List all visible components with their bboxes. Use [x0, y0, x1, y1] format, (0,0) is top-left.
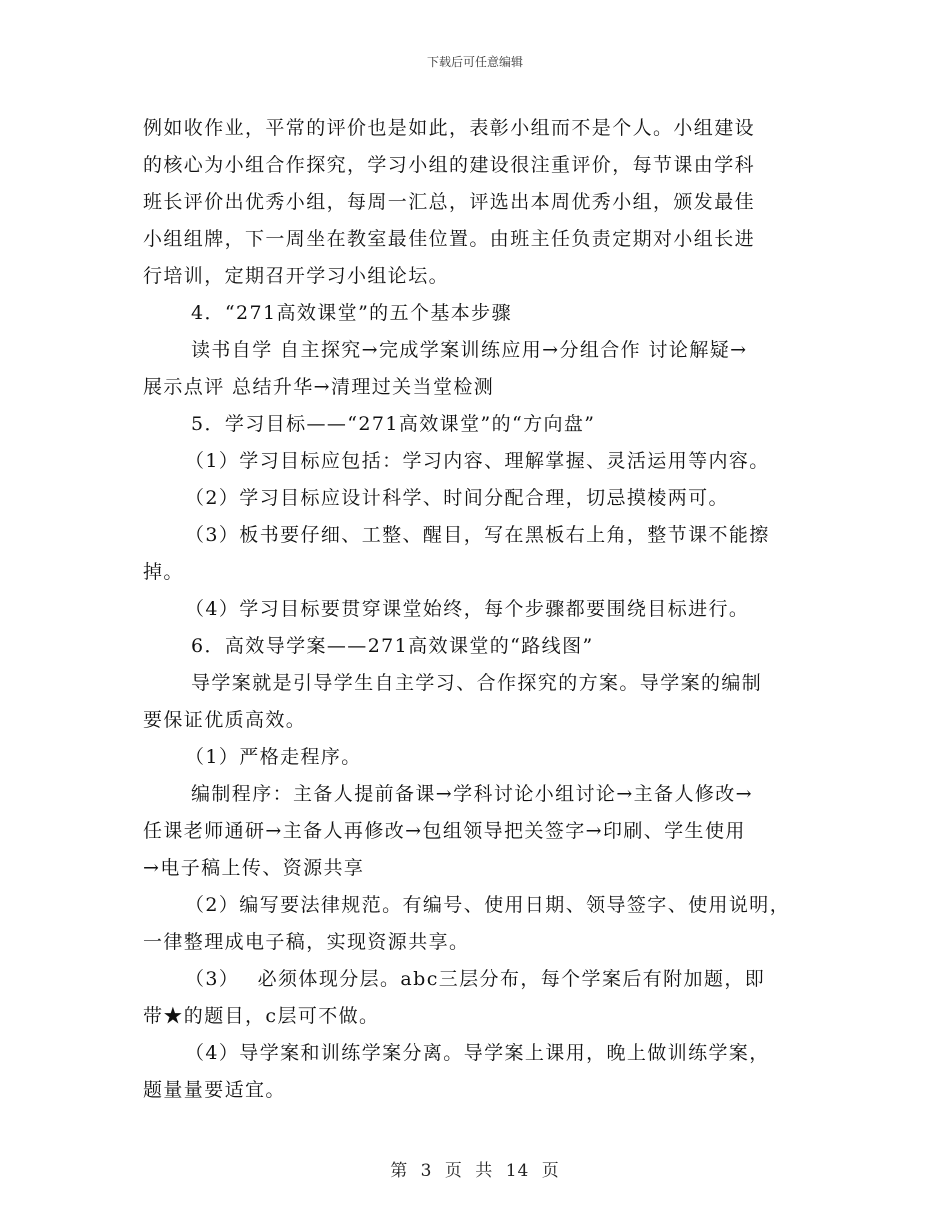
list-item: （2）编写要法律规范。有编号、使用日期、领导签字、使用说明，	[185, 894, 791, 916]
total-page-count: 14	[505, 1161, 530, 1181]
paragraph-line: 例如收作业，平常的评价也是如此，表彰小组而不是个人。小组建设	[143, 117, 756, 139]
list-item: （3）板书要仔细、工整、醒目，写在黑板右上角，整节课不能擦	[185, 524, 770, 546]
list-item: （1）严格走程序。	[185, 746, 362, 768]
paragraph-line: 读书自学 自主探究→完成学案训练应用→分组合作 讨论解疑→	[191, 339, 748, 361]
list-item: （3） 必须体现分层。abc三层分布，每个学案后有附加题，即	[185, 968, 766, 990]
list-item: （4）学习目标要贯穿课堂始终，每个步骤都要围绕目标进行。	[185, 598, 750, 620]
list-item: （2）学习目标应设计科学、时间分配合理，切忌摸棱两可。	[185, 487, 729, 509]
paragraph-line: 任课老师通研→主备人再修改→包组领导把关签字→印刷、学生使用	[143, 820, 746, 842]
footer-prefix: 第	[390, 1161, 409, 1181]
paragraph-line: 小组组牌，下一周坐在教室最佳位置。由班主任负责定期对小组长进	[143, 228, 756, 250]
list-item: （1）学习目标应包括：学习内容、理解掌握、灵活运用等内容。	[185, 450, 770, 472]
paragraph-line: 题量量要适宜。	[143, 1079, 286, 1101]
footer-suffix: 页	[541, 1161, 560, 1181]
paragraph-line: 展示点评 总结升华→清理过关当堂检测	[143, 376, 495, 398]
page-footer	[0, 1156, 950, 1181]
paragraph-line: 导学案就是引导学生自主学习、合作探究的方案。导学案的编制	[191, 672, 763, 694]
paragraph-line: 要保证优质高效。	[143, 709, 307, 731]
list-item: （4）导学案和训练学案分离。导学案上课用，晚上做训练学案，	[185, 1042, 770, 1064]
paragraph-line: 编制程序：主备人提前备课→学科讨论小组讨论→主备人修改→	[191, 783, 753, 805]
document-body	[143, 110, 823, 1109]
paragraph-line: →电子稿上传、资源共享	[143, 857, 365, 879]
section-heading: 5．学习目标——“271高效课堂”的“方向盘”	[191, 413, 596, 435]
paragraph-line: 一律整理成电子稿，实现资源共享。	[143, 931, 470, 953]
section-heading: 6．高效导学案——271高效课堂的“路线图”	[191, 635, 594, 657]
footer-total-word: 共	[475, 1161, 494, 1181]
current-page-number: 3	[420, 1161, 433, 1181]
paragraph-line: 掉。	[143, 561, 184, 583]
paragraph-line: 班长评价出优秀小组，每周一汇总，评选出本周优秀小组，颁发最佳	[143, 191, 756, 213]
footer-page-word: 页	[444, 1161, 463, 1181]
section-heading: 4．“271高效课堂”的五个基本步骤	[191, 302, 512, 324]
paragraph-line: 的核心为小组合作探究，学习小组的建设很注重评价，每节课由学科	[143, 154, 756, 176]
paragraph-line: 带★的题目，c层可不做。	[143, 1005, 380, 1027]
paragraph-line: 行培训，定期召开学习小组论坛。	[143, 265, 450, 287]
page-header: 下载后可任意编辑	[426, 55, 523, 69]
